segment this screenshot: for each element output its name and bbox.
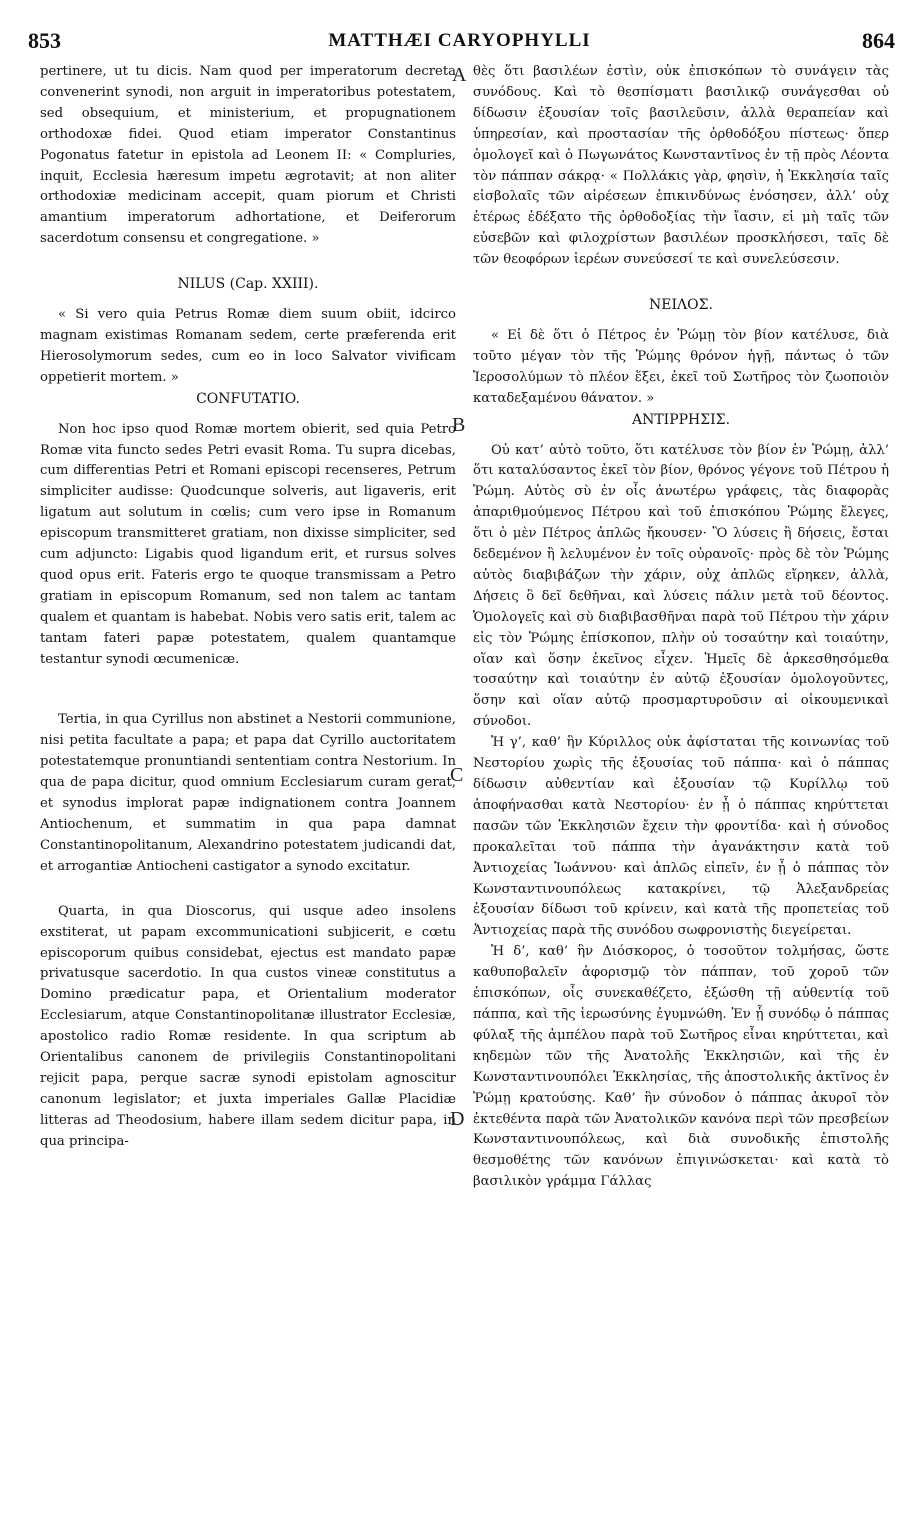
margin-marker-d: D <box>450 1108 465 1130</box>
greek-paragraph-quarta: Ἡ δ’, καθ’ ἣν Διόσκορος, ὁ τοσοῦτον τολμήσας, ὥστε καθυποβαλεῖν ἀφορισμῷ τὸν πάππαν, τοῦ χοροῦ τῶν ἐπισκόπων, οἷς συνεκαθέζετο, ἐξώσθη τῇ αὐθεντίᾳ τοῦ πάππα, καὶ τῆς ἱερωσύνης ἐγυμνώθη. Ἐν ᾗ συνόδῳ ὁ πάππας φύλαξ τῆς ἀμπέλου παρὰ τοῦ Σωτῆρος εἶναι κηρύττεται, καὶ κηδεμὼν τῶν τῆς Ἀνατολῆς Ἐκκλησιῶν, καὶ τῆς ἐν Κωνσταντινουπόλει Ἐκκλησίας, τῆς ἀποστολικῆς ἀκτῖνος ἐν Ῥώμῃ κρατούσης. Καθ’ ἣν σύνοδον ὁ πάππας ἀκυροῖ τὸν ἐκτεθέντα παρὰ τῶν Ἀνατολικῶν κανόνα περὶ τῶν πρεσβείων Κωνσταντινουπόλεως, καὶ διὰ συνοδικῆς ἐπιστολῆς θεσμοθέτης τῶν κανόνων ἐπιγινώσκεται· καὶ κατὰ τὸ βασιλικὸν γράμμα Γάλλας <box>473 944 889 1190</box>
margin-marker-b: B <box>452 414 466 436</box>
greek-heading-neilos: ΝΕΙΛΟΣ. <box>649 297 713 314</box>
greek-heading-antirrhesis: ΑΝΤΙΡΡΗΣΙΣ. <box>631 411 731 428</box>
greek-paragraph-tertia: Ἡ γ’, καθ’ ἣν Κύριλλος οὐκ ἀφίσταται τῆς κοινωνίας τοῦ Νεστορίου χωρὶς τῆς ἐξουσίας τοῦ πάππα· καὶ ὁ πάππας δίδωσιν αὐθεντίαν καὶ ἐξουσίαν τῷ Κυρίλλῳ τοῦ ἀποφήνασθαι κατὰ Νεστορίου· ἐν ᾗ ὁ πάππας κηρύττεται πασῶν τῶν Ἐκκλησιῶν ἔχειν τὴν φροντίδα· καὶ ἡ σύνοδος προκαλεῖται τοῦ πάππα τὴν ἀγανάκτησιν κατὰ τοῦ Ἀντιοχείας Ἰωάννου· καὶ ἁπλῶς εἰπεῖν, ἐν ᾗ ὁ πάππας τὸν Κωνσταντινουπόλεως κατακρίνει, τῷ Ἀλεξανδρείας ἐξουσίαν δίδωσι τοῦ κρίνειν, καὶ κατὰ τῆς προπετείας τοῦ Ἀντιοχείας παρὰ τῆς συνόδου σωφρονιστὴς διεγείρεται. <box>473 735 889 939</box>
latin-paragraph-quarta: Quarta, in qua Dioscorus, qui usque adeo insolens exstiterat, ut papam excommunicationi subjicerit, e cœtu episcoporum quibus considebat, ejectus est mandato papæ privatusque sacerdotio. In qua custos vineæ constitutus a Domino prædicatur papa, et Orientalium moderator Ecclesiarum, atque Constantinopolitanæ illustrator Ecclesiæ, apostolico radio Romæ residente. In qua scriptum ab Orientalibus canonem de privilegiis Constantinopolitani rejicit papa, perque sacræ synodi epistolam agnoscitur canonum legislator; et juxta imperiales Gallæ Placidiæ litteras ad Theodosium, habere illam sedem dicitur papa, in qua principa- <box>40 903 456 1149</box>
latin-paragraph-confutatio: Non hoc ipso quod Romæ mortem obierit, sed quia Petro Romæ vita functo sedes Petri evasit Roma. Tu supra dicebas, cum differentias Petri et Romani episcopi recenseres, Petrum simpliciter audisse: Quodcunque solveris, aut ligaveris, erit ligatum aut solutum in cœlis; cum vero ipse in Romanum episcopum transmitteret gratiam, non dixisse simpliciter, sed cum adjuncto: Ligabis quod ligandum erit, et rursus solves quod opus erit. Fateris ergo te quoque transmissam a Petro gratiam in episcopum Romanum, sed non talem ac tantam qualem et quantam is habebat. Nobis vero satis erit, talem ac tantam fateri papæ potestatem, qualem quantamque testantur synodi œcumenicæ. <box>40 421 456 667</box>
greek-paragraph-neilos-quote: « Εἰ δὲ ὅτι ὁ Πέτρος ἐν Ῥώμῃ τὸν βίον κατέλυσε, διὰ τοῦτο μέγαν τὸν τῆς Ῥώμης θρόνον ἡγῇ, πάντως ὁ τῶν Ἱεροσολύμων τὸ πλέον ἕξει, ἐκεῖ τοῦ Σωτῆρος τὸν ζωοποιὸν καταδεξαμένου θάνατον. » <box>473 327 889 406</box>
page-number-left: 853 <box>28 28 61 53</box>
margin-marker-c: C <box>450 764 464 786</box>
running-title: MATTHÆI CARYOPHYLLI <box>328 30 591 51</box>
latin-heading-nilus: NILUS (Cap. XXIII). <box>177 276 319 293</box>
latin-paragraph-nilus-quote: « Si vero quia Petrus Romæ diem suum obiit, idcirco magnam existimas Romanam sedem, certe præferenda erit Hierosolymorum sedes, cum eo in loco Salvator vivificam oppetierit mortem. » <box>40 307 456 385</box>
margin-marker-a: A <box>452 64 467 86</box>
latin-paragraph-1: pertinere, ut tu dicis. Nam quod per imperatorum decreta convenerint synodi, non arguit in imperatoribus potestatem, sed obsequium, et ministerium, et propugnationem orthodoxæ fidei. Quod etiam imperator Constantinus Pogonatus fatetur in epistola ad Leonem II: « Compluries, inquit, Ecclesia hæresum impetu ægrotavit; at non aliter orthodoxiæ medicinam accepit, quam piorum et Christi amantium imperatorum adhortatione, et Deiferorum sacerdotum consensu et congregatione. » <box>40 64 456 247</box>
greek-paragraph-1: θὲς ὅτι βασιλέων ἐστὶν, οὐκ ἐπισκόπων τὸ συνάγειν τὰς συνόδους. Καὶ τὸ θεσπίσματι βασιλικῷ συνάγεσθαι οὐ δίδωσιν ἐξουσίαν τοῖς βασιλεῦσιν, ἀλλὰ θεραπείαν καὶ ὑπηρεσίαν, καὶ προστασίαν τῆς ὀρθοδόξου πίστεως· ὅπερ ὁμολογεῖ καὶ ὁ Πωγωνάτος Κωνσταντῖνος ἐν τῇ πρὸς Λέοντα τὸν πάππαν σάκρᾳ· « Πολλάκις γὰρ, φησὶν, ἡ Ἐκκλησία ταῖς εἰσβολαῖς τῶν αἱρέσεων ἐπικινδύνως ἐνόσησεν, ἀλλ’ οὐχ ἑτέρως ἐδέξατο τῆς ὀρθοδοξίας τὴν ἴασιν, εἰ μὴ ταῖς τῶν εὐσεβῶν καὶ φιλοχρίστων βασιλέων προσκλήσεσι, ταῖς δὲ τῶν θεοφόρων ἱερέων συνεύσεσί τε καὶ συνελεύσεσιν. <box>473 64 889 268</box>
greek-paragraph-antirrhesis: Οὐ κατ’ αὐτὸ τοῦτο, ὅτι κατέλυσε τὸν βίον ἐν Ῥώμῃ, ἀλλ’ ὅτι καταλύσαντος ἐκεῖ τὸν βίον, θρόνος γέγονε τοῦ Πέτρου ἡ Ῥώμη. Αὐτὸς σὺ ἐν οἷς ἀνωτέρω γράφεις, τὰς διαφορὰς ἀπαριθμούμενος Πέτρου καὶ τοῦ ἐπισκόπου Ῥώμης ἔλεγες, ὅτι ὁ μὲν Πέτρος ἁπλῶς ἤκουσεν· Ὃ λύσεις ἢ δήσεις, ἔσται δεδεμένον ἢ λελυμένον ἐν τοῖς οὐρανοῖς· πρὸς δὲ τὸν Ῥώμης αὐτὸς διαβιβάζων τὴν χάριν, οὐχ ἁπλῶς εἴρηκεν, ἀλλὰ, Δήσεις ὃ δεῖ δεθῆναι, καὶ λύσεις πάλιν μετὰ τοῦ δέοντος. Ὁμολογεῖς καὶ σὺ διαβιβασθῆναι παρὰ τοῦ Πέτρου τὴν χάριν εἰς τὸν Ῥώμης ἐπίσκοπον, πλὴν οὐ τοσαύτην καὶ τοιαύτην, οἵαν καὶ ὅσην ἐκεῖνος εἶχεν. Ἡμεῖς δὲ ἀρκεσθησόμεθα τοσαύτην καὶ τοιαύτην ἐν αὐτῷ ἐξουσίαν ὁμολογοῦντες, ὅσην καὶ οἵαν αὐτῷ προσμαρτυροῦσιν αἱ οἰκουμενικαὶ σύνοδοι. <box>473 442 889 730</box>
page-number-right: 864 <box>862 28 895 53</box>
latin-heading-confutatio: CONFUTATIO. <box>196 390 300 407</box>
latin-paragraph-tertia: Tertia, in qua Cyrillus non abstinet a Nestorii communione, nisi petita facultate a papa; et papa dat Cyrillo auctoritatem potestatemque pronuntiandi sententiam contra Nestorium. In qua de papa dicitur, quod omnium Ecclesiarum curam gerat, et synodus implorat papæ indignationem contra Joannem Antiochenum, et summatim in qua papa damnat Constantinopolitanum, Alexandrino potestatem judicandi dat, et arrogantiæ Antiocheni castigator a synodo excitatur. <box>40 712 456 874</box>
latin-column <box>40 62 456 1153</box>
greek-column <box>473 62 889 1193</box>
